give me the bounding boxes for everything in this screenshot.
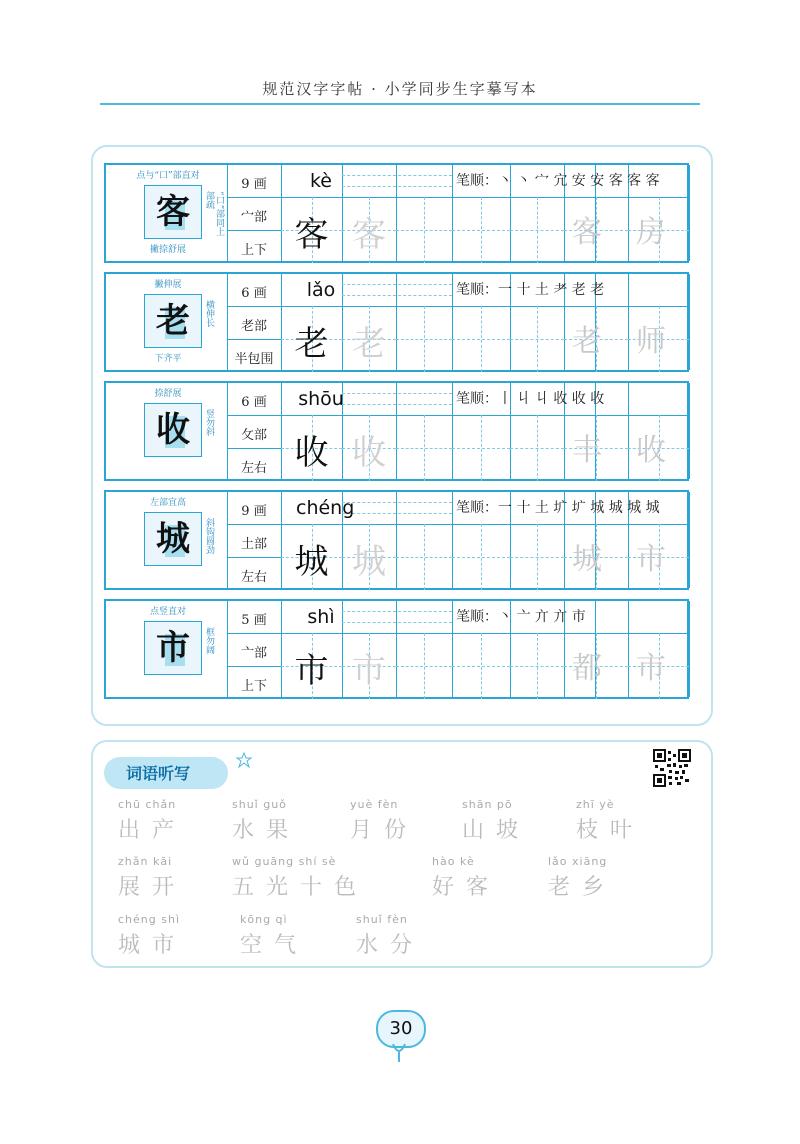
dictation-word[interactable]: 展开 [118,875,187,900]
stroke-order: 笔顺：丶 丶 宀 宂 安 安 客 客 客 [456,173,660,189]
stroke-note: 撇捺舒展 [149,245,186,255]
demo-character-box [114,498,222,586]
dictation-word[interactable]: 月份 [350,818,419,843]
stroke-note: “口”部同上部疏 [204,191,224,237]
stroke-note: 捺舒展 [154,389,182,399]
dictation-word[interactable]: 老乡 [548,875,617,900]
practice-word-char[interactable]: 房 [636,215,672,250]
radical: 土部 [240,537,267,552]
dictation-word[interactable]: 水果 [232,818,301,843]
radical: 攵部 [240,428,267,443]
dictation-pinyin: yuè fèn [350,798,399,811]
structure: 上下 [240,679,267,694]
character-row [104,163,689,263]
character-row [104,490,689,590]
stroke-note: 下齐平 [154,354,182,364]
practice-word-char[interactable]: 收 [636,433,672,468]
header-divider [100,103,700,105]
dictation-word[interactable]: 城市 [118,933,187,958]
dictation-pinyin: shuǐ guǒ [232,798,287,811]
stroke-count: 6 画 [241,395,267,410]
dictation-pinyin: zhǎn kāi [118,855,173,868]
character-row [104,599,689,699]
model-character: 老 [294,324,329,364]
dictation-pinyin: wǔ guāng shí sè [232,855,337,868]
practice-word-char[interactable]: 市 [636,542,672,577]
practice-word-char[interactable]: 城 [572,542,608,577]
dictation-pinyin: shān pō [462,798,513,811]
model-character: 城 [294,542,329,582]
dictation-title-bar [104,757,228,789]
dictation-word[interactable]: 水分 [356,933,425,958]
practice-word-char[interactable]: 都 [572,651,608,686]
stroke-note: 斜钩圆劲 [204,518,214,554]
demo-character: 老 [156,301,190,341]
practice-word-char[interactable]: 老 [572,324,608,359]
qr-code-icon[interactable] [653,749,691,787]
demo-character: 市 [156,628,190,668]
pinyin: lǎo [306,279,336,301]
demo-character-box [114,389,222,477]
stroke-count: 9 画 [241,177,267,192]
trace-character[interactable]: 城 [352,542,386,582]
dictation-pinyin: hào kè [432,855,475,868]
demo-character-box [114,607,222,695]
stroke-count: 6 画 [241,286,267,301]
trace-character[interactable]: 市 [352,651,386,691]
dictation-pinyin: kōng qì [240,913,288,926]
demo-character-box [114,171,222,259]
dictation-pinyin: chū chǎn [118,798,177,811]
stroke-order: 笔顺：丶 亠 亣 亣 市 [456,609,586,625]
pinyin: kè [309,170,332,192]
dictation-word[interactable]: 山坡 [462,818,531,843]
stroke-note: 框勿阔 [204,627,214,654]
dictation-word[interactable]: 出产 [118,818,187,843]
dictation-title: 词语听写 [126,764,191,783]
practice-word-char[interactable]: 丰 [572,433,608,468]
page-marker-icon [391,1044,407,1062]
page-number: 30 [376,1010,426,1048]
dictation-pinyin: lǎo xiāng [548,855,608,868]
trace-character[interactable]: 老 [352,324,386,364]
stroke-note: 撇伸展 [154,280,182,290]
dictation-word[interactable]: 好客 [432,875,501,900]
stroke-order: 笔顺：丨 丩 丩 收 收 收 [456,391,605,407]
pinyin: shōu [298,388,344,410]
structure: 左右 [240,570,267,585]
dictation-word[interactable]: 空气 [240,933,309,958]
star-icon [236,752,252,768]
demo-character: 收 [156,410,190,450]
structure: 上下 [240,243,267,258]
stroke-note: 左部宜高 [149,498,186,508]
demo-character-box [114,280,222,368]
demo-character: 客 [156,192,190,232]
radical: 老部 [240,319,267,334]
radical: 宀部 [240,210,267,225]
pinyin: chéng [296,497,355,519]
radical: 亠部 [240,646,267,661]
practice-word-char[interactable]: 市 [636,651,672,686]
dictation-pinyin: zhī yè [576,798,615,811]
stroke-order: 笔顺：一 十 土 耂 老 老 [456,282,605,298]
trace-character[interactable]: 收 [352,433,386,473]
model-character: 市 [294,651,329,691]
stroke-order: 笔顺：一 十 土 圹 圹 城 城 城 城 [456,500,660,516]
model-character: 收 [294,433,329,473]
dictation-pinyin: shuǐ fèn [356,913,408,926]
stroke-count: 9 画 [241,504,267,519]
character-row [104,272,689,372]
demo-character: 城 [156,519,190,559]
structure: 左右 [240,461,267,476]
trace-character[interactable]: 客 [352,215,386,255]
stroke-note: 点与“口”部直对 [136,171,200,181]
structure: 半包围 [234,352,274,367]
stroke-note: 横伸长 [204,300,214,327]
page-header: 规范汉字字帖 · 小学同步生字摹写本 [262,80,538,98]
stroke-count: 5 画 [241,613,267,628]
dictation-word[interactable]: 五光十色 [232,875,369,900]
practice-word-char[interactable]: 师 [636,324,672,359]
character-row [104,381,689,481]
model-character: 客 [294,215,329,255]
dictation-word[interactable]: 枝叶 [576,818,645,843]
stroke-note: 点竖直对 [149,607,186,617]
pinyin: shì [307,606,335,628]
dictation-pinyin: chéng shì [118,913,180,926]
practice-word-char[interactable]: 客 [572,215,608,250]
stroke-note: 竖勿斜 [204,409,214,436]
